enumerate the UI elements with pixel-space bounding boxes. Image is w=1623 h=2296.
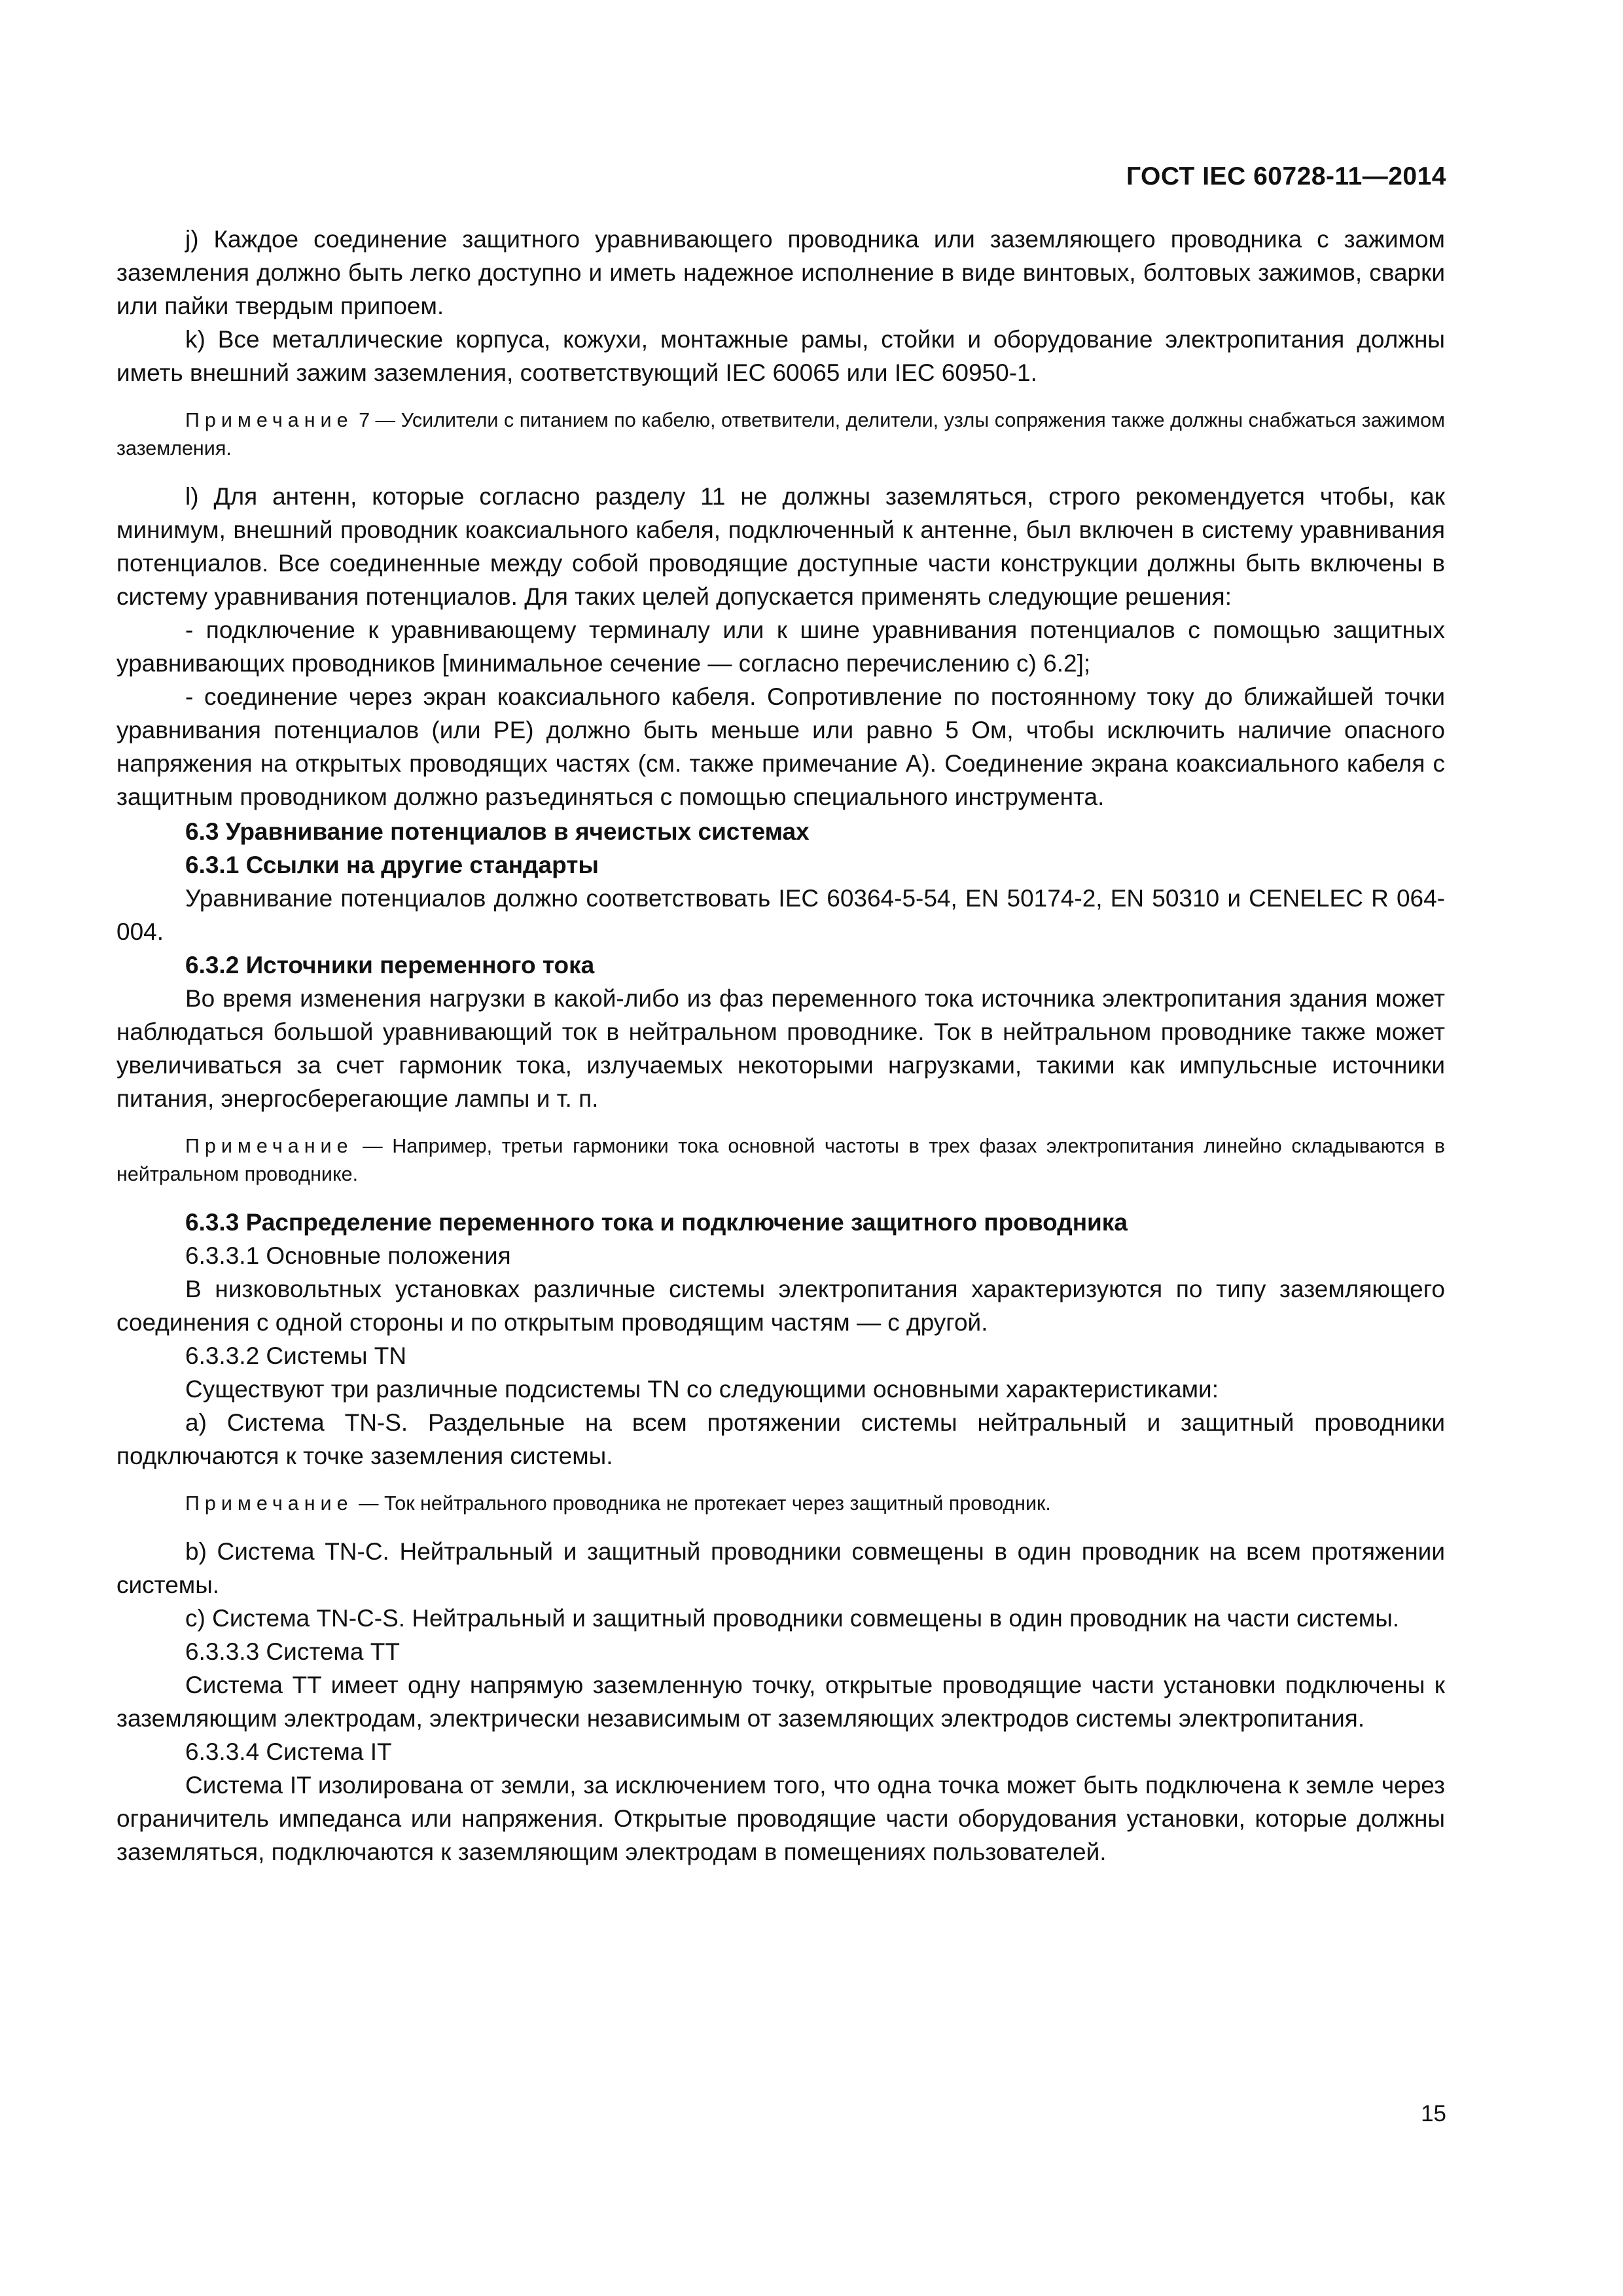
dash-item-1: - подключение к уравнивающему терминалу или к шине уравнивания потенциалов с помощью защитных уравнивающих проводников [минимальное сечение — согласно перечислению с) 6.2]; (116, 617, 1445, 677)
note-7 (116, 406, 1445, 463)
item-l-paragraph: l) Для антенн, которые согласно разделу 11 не должны заземляться, строго рекомендуется чтобы, как минимум, внешний проводник коаксиального кабеля, подключенный к антенне, был включен в систему уравнивания потенциалов. Все соединенные между собой проводящие доступные части конструкции должны быть включены в систему уравнивания потенциалов. Для таких целей допускается применять следующие решения: (116, 483, 1445, 610)
paragraph-6-3-1: Уравнивание потенциалов должно соответствовать IEC 60364-5-54, EN 50174-2, EN 50310 и CENELEC R 064-004. (116, 885, 1445, 945)
subsection-heading-6-3-3-4: 6.3.3.4 Система IT (185, 1738, 392, 1765)
note-label: Примечание (185, 1492, 353, 1515)
item-j-paragraph: j) Каждое соединение защитного уравнивающего проводника или заземляющего проводника с зажимом заземления должно быть легко доступно и иметь надежное исполнение в виде винтовых, болтовых зажимов, сварки или пайки твердым припоем. (116, 226, 1445, 319)
paragraph-6-3-3-1: В низковольтных установках различные системы электропитания характеризуются по типу заземляющего соединения с одной стороны и по открытым проводящим частям — с другой. (116, 1276, 1445, 1336)
subsection-heading-6-3-3-1: 6.3.3.1 Основные положения (185, 1242, 511, 1269)
note-text: — Например, третьи гармоники тока основной частоты в трех фазах электропитания линейно складываются в нейтральном проводнике. (116, 1135, 1445, 1185)
subsection-heading-6-3-3-3: 6.3.3.3 Система TT (185, 1638, 400, 1665)
note-harmonics (116, 1132, 1445, 1189)
note-text: — Ток нейтрального проводника не протекает через защитный проводник. (353, 1492, 1051, 1515)
paragraph-6-3-2: Во время изменения нагрузки в какой-либо из фаз переменного тока источника электропитания здания может наблюдаться большой уравнивающий ток в нейтральном проводнике. Ток в нейтральном проводнике также может увеличиваться за счет гармоник тока, излучаемых некоторыми нагрузками, такими как импульсные источники питания, энергосберегающие лампы и т. п. (116, 985, 1445, 1112)
document-code-header: ГОСТ IEC 60728-11—2014 (1126, 162, 1446, 190)
section-heading-6-3: 6.3 Уравнивание потенциалов в ячеистых системах (185, 818, 810, 845)
paragraph-6-3-3-4: Система IT изолирована от земли, за исключением того, что одна точка может быть подключена к земле через ограничитель импеданса или напряжения. Открытые проводящие части оборудования установки, которые должны заземляться, подключаются к заземляющим электродам в помещениях пользователей. (116, 1772, 1445, 1865)
page-number: 15 (1421, 2101, 1446, 2126)
dash-item-2: - соединение через экран коаксиального кабеля. Сопротивление по постоянному току до ближайшей точки уравнивания потенциалов (или PE) должно быть меньше или равно 5 Ом, чтобы исключить наличие опасного напряжения на открытых проводящих частях (см. также примечание А). Соединение экрана коаксиального кабеля с защитным проводником должно разъединяться с помощью специального инструмента. (116, 683, 1445, 810)
note-tn-s (116, 1490, 1445, 1518)
note-label: Примечание (185, 409, 353, 431)
section-heading-6-3-3: 6.3.3 Распределение переменного тока и подключение защитного проводника (185, 1209, 1128, 1236)
subsection-heading-6-3-3-2: 6.3.3.2 Системы TN (185, 1342, 407, 1369)
item-k-paragraph: k) Все металлические корпуса, кожухи, монтажные рамы, стойки и оборудование электропитания должны иметь внешний зажим заземления, соответствующий IEC 60065 или IEC 60950-1. (116, 326, 1445, 386)
item-b-paragraph: b) Система TN-C. Нейтральный и защитный проводники совмещены в один проводник на всем протяжении системы. (116, 1538, 1445, 1598)
paragraph-6-3-3-3: Система TT имеет одну напрямую заземленную точку, открытые проводящие части установки подключены к заземляющим электродам, электрически независимым от заземляющих электродов системы электропитания. (116, 1672, 1445, 1732)
note-text: 7 — Усилители с питанием по кабелю, ответвители, делители, узлы сопряжения также должны снабжаться зажимом заземления. (116, 409, 1445, 459)
item-a-paragraph: a) Система TN-S. Раздельные на всем протяжении системы нейтральный и защитный проводники подключаются к точке заземления системы. (116, 1409, 1445, 1469)
document-body (116, 223, 1445, 1869)
item-c-paragraph: c) Система TN-C-S. Нейтральный и защитный проводники совмещены в один проводник на части системы. (185, 1605, 1400, 1632)
paragraph-6-3-3-2: Существуют три различные подсистемы TN со следующими основными характеристиками: (185, 1376, 1219, 1403)
section-heading-6-3-2: 6.3.2 Источники переменного тока (185, 952, 595, 978)
note-label: Примечание (185, 1135, 353, 1157)
section-heading-6-3-1: 6.3.1 Ссылки на другие стандарты (185, 852, 599, 878)
